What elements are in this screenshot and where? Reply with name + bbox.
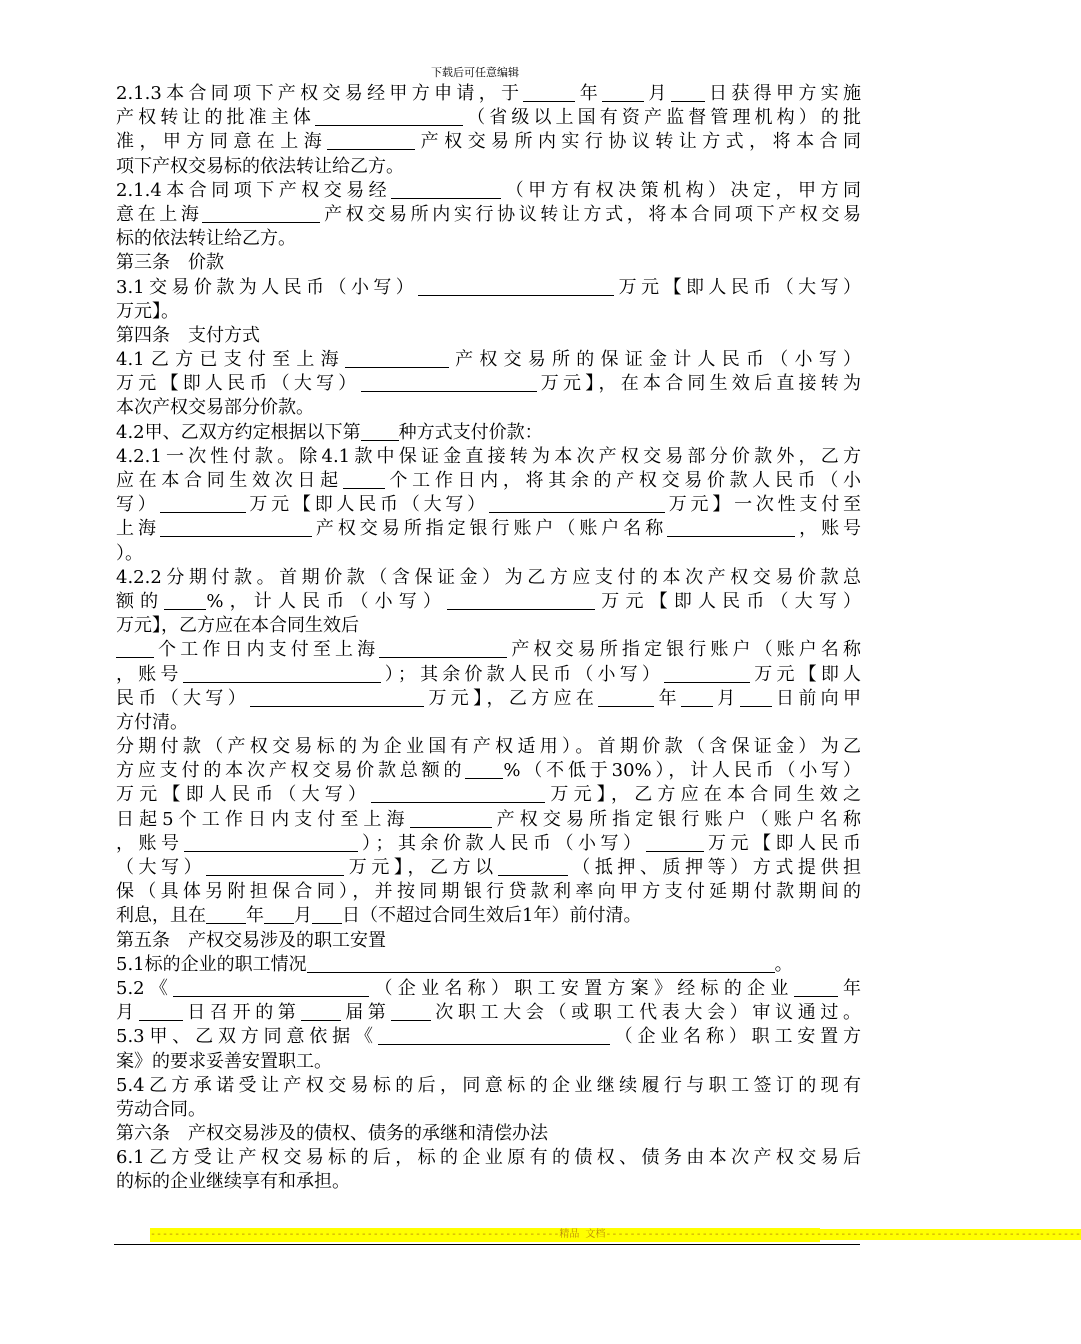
text-line [116,687,861,711]
line-text: 4.2甲、乙双方约定根据以下第 [116,421,361,443]
fill-in-blank[interactable] [206,904,246,924]
fill-in-blank[interactable] [379,638,507,658]
line-text: 日起5个工作日内支付至上海 [116,808,410,830]
fill-in-blank[interactable] [139,1001,183,1021]
fill-in-blank[interactable] [646,832,704,852]
line-text: 万元】，乙方应在 [424,687,599,709]
line-text: ，账号 [116,663,183,685]
fill-in-blank[interactable] [391,1001,431,1021]
text-line [116,929,861,953]
fill-in-blank[interactable] [327,130,415,150]
text-line [116,106,861,130]
text-line [116,179,861,203]
line-text: 年 [575,83,603,104]
line-text: 万元【即人民币（大写） [116,784,372,806]
line-text: 准，甲方同意在上海 [116,131,328,153]
text-line [116,396,861,420]
fill-in-blank[interactable] [301,1001,341,1021]
line-text: 方付清。 [116,711,188,733]
line-text: 5.1标的企业的职工情况 [116,953,307,975]
fill-in-blank[interactable] [164,590,206,610]
text-line [116,421,861,445]
text-line [116,590,861,614]
text-line [116,493,861,517]
line-text: 产权交易所内实行协议转让方式，将本合同项下产权交易 [320,203,861,225]
line-text: 种方式支付价款： [398,421,543,443]
line-text: ）。 [116,542,143,564]
line-text: （甲方有权决策机构）决定，甲方同 [501,179,861,201]
text-line [116,735,861,759]
line-text: 月 [294,905,312,927]
fill-in-blank[interactable] [202,203,320,223]
fill-in-blank[interactable] [315,106,463,126]
line-text: 万元】。 [116,300,179,322]
text-line [116,324,861,348]
line-text: 次职工大会（或职工代表大会）审议通过。 [430,1002,862,1024]
text-line [116,1050,861,1074]
fill-in-blank[interactable] [664,663,750,683]
line-text: 3.1交易价款为人民币（小写） [116,276,419,298]
text-line [116,1170,861,1194]
fill-in-blank[interactable] [489,493,665,513]
line-text: （大写） [116,857,207,878]
fill-in-blank[interactable] [410,808,492,828]
line-text: 万元】，乙方以 [344,857,498,878]
line-text: 万元【即人民币 [703,832,861,854]
text-line [116,227,861,251]
line-text: （企业名称）职工安置方案》经标的企业 [369,977,794,999]
fill-in-blank[interactable] [602,82,644,102]
fill-in-blank[interactable] [465,759,503,779]
text-line [116,808,861,832]
text-line [116,856,861,880]
line-text: 日前向甲 [771,687,862,709]
text-line [116,663,861,687]
fill-in-blank[interactable] [681,687,713,707]
fill-in-blank[interactable] [498,856,568,876]
line-text: 额的 [116,590,165,612]
line-text: 万元【即人民币（大写） [245,494,489,516]
text-line [116,783,861,807]
line-text: %（不低于30%），计人民币（小写） [503,760,861,782]
text-line [116,1074,861,1098]
line-text: 万元【即人民币（大写） [614,276,862,298]
fill-in-blank[interactable] [671,82,705,102]
line-text: 产权交易所指定银行账户（账户名称 [311,518,668,540]
line-text: （省级以上国有资产监督管理机构）的批 [463,107,861,129]
line-text: 方应支付的本次产权交易价款总额的 [116,760,466,782]
fill-in-blank[interactable] [447,590,595,610]
line-text: 4.1乙方已支付至上海 [116,349,345,371]
line-text: 案》的要求妥善安置职工。 [116,1050,332,1072]
line-text: 民币（大写） [116,687,251,709]
fill-in-blank[interactable] [361,421,399,441]
line-text: 5.4乙方承诺受让产权交易标的后，同意标的企业继续履行与职工签订的现有 [116,1074,861,1096]
text-line [116,711,861,735]
line-text: 月 [644,83,671,104]
line-text: 第六条 产权交易涉及的债权、债务的承继和清偿办法 [116,1123,548,1145]
text-line [116,1001,861,1025]
text-line [116,82,861,106]
line-text: 万元【即人民币（大写） [595,590,862,612]
fill-in-blank[interactable] [667,517,795,537]
footer-rule [114,1244,860,1245]
fill-in-blank[interactable] [740,687,772,707]
line-text: 上海 [116,518,160,540]
line-text: 2.1.3本合同项下产权交易经甲方申请，于 [116,83,524,104]
line-text: 产权交易所指定银行账户（账户名称 [491,808,861,830]
text-line [116,566,861,590]
text-line [116,904,861,928]
line-text: ，账号 [116,832,184,854]
text-line [116,372,861,396]
text-line [116,1098,861,1122]
text-line [116,469,861,493]
line-text: ）；其余价款人民币（小写） [357,832,646,854]
line-text: 的标的企业继续享有和承担。 [116,1171,350,1193]
text-line [116,977,861,1001]
line-text: 第五条 产权交易涉及的职工安置 [116,929,386,951]
line-text: 保（具体另附担保合同），并按同期银行贷款利率向甲方支付延期付款期间的 [116,881,861,903]
text-line [116,1025,861,1049]
text-line [116,614,861,638]
line-text: （企业名称）职工安置方 [609,1026,861,1048]
line-text: 产权交易所指定银行账户（账户名称 [507,639,862,661]
fill-in-blank[interactable] [418,276,614,296]
line-text: 产权交易所的保证金计人民币（小写） [448,349,861,371]
fill-in-blank[interactable] [598,687,654,707]
line-text: 5.3甲、乙双方同意依据《 [116,1026,378,1048]
fill-in-blank[interactable] [345,348,449,368]
line-text: 年 [246,905,264,927]
line-text: 日（不超过合同生效后1年）前付清。 [342,905,642,927]
contract-body [116,82,861,1195]
text-line [116,276,861,300]
line-text: 第三条 价款 [116,252,224,274]
line-text: （抵押、质押等）方式提供担 [567,857,862,878]
fill-in-blank[interactable] [184,832,358,852]
fill-in-blank[interactable] [794,977,838,997]
line-text: 6.1乙方受让产权交易标的后，标的企业原有的债权、债务由本次产权交易后 [116,1147,861,1169]
line-text: 第四条 支付方式 [116,324,260,346]
line-text: 年 [837,977,862,999]
line-text: 4.2.2分期付款。首期价款（含保证金）为乙方应支付的本次产权交易价款总 [116,566,861,588]
line-text: 分期付款（产权交易标的为企业国有产权适用）。首期价款（含保证金）为乙 [116,736,861,758]
text-line [116,1146,861,1170]
fill-in-blank[interactable] [378,1025,610,1045]
line-text: 月 [712,687,740,709]
line-text: ）；其余价款人民币（小写） [380,663,665,685]
text-line [116,759,861,783]
fill-in-blank[interactable] [307,953,775,973]
fill-in-blank[interactable] [361,372,537,392]
line-text: 月 [116,1002,139,1024]
line-text: 万元【即人 [750,663,862,685]
line-text: 标的依法转让给乙方。 [116,228,296,250]
line-text: 个工作日内支付至上海 [154,639,380,661]
line-text: %，计人民币（小写） [206,590,448,612]
fill-in-blank[interactable] [183,663,381,683]
line-text: 万元】，在本合同生效后直接转为 [536,373,862,395]
text-line [116,445,861,469]
fill-in-blank[interactable] [160,517,312,537]
text-line [116,517,861,541]
line-text: 写） [116,494,160,516]
line-text: 万元】，乙方应在本合同生效之 [545,784,862,806]
fill-in-blank[interactable] [343,469,385,489]
text-line [116,155,861,179]
text-line [116,348,861,372]
line-text: 万元【即人民币（大写） [116,373,361,395]
line-text: ，账号 [795,518,862,540]
line-text: 本次产权交易部分价款。 [116,397,314,419]
line-text: 日召开的第 [182,1002,301,1024]
fill-in-blank[interactable] [312,904,342,924]
line-text: 产权转让的批准主体 [116,107,315,129]
fill-in-blank[interactable] [116,638,154,658]
footer-text: --------------------------------------------------------------------精品 文档------------------------------------------------------------------------------- [150,1229,1081,1240]
line-text: 个工作日内，将其余的产权交易价款人民币（小 [384,470,862,491]
line-text: 意在上海 [116,203,203,225]
line-text: 应在本合同生效次日起 [116,470,343,491]
line-text: 万元】一次性支付至 [664,494,862,516]
fill-in-blank[interactable] [371,783,545,803]
line-text: 万元】，乙方应在本合同生效后 [116,615,359,637]
fill-in-blank[interactable] [160,493,246,513]
line-text: 利息，且在 [116,905,206,927]
text-line [116,203,861,227]
line-text: 届第 [340,1002,391,1024]
fill-in-blank[interactable] [250,687,424,707]
line-text: 劳动合同。 [116,1098,206,1120]
line-text: 产权交易所内实行协议转让方式，将本合同 [415,131,862,153]
fill-in-blank[interactable] [391,179,501,199]
page-header: 下载后可任意编辑 [431,66,519,79]
line-text: 日获得甲方实施 [704,83,861,104]
text-line [116,251,861,275]
footer-banner [150,1228,1081,1242]
line-text: 2.1.4本合同项下产权交易经 [116,179,392,201]
line-text: 年 [654,687,681,709]
fill-in-blank[interactable] [206,856,344,876]
text-line [116,880,861,904]
text-line [116,953,861,977]
fill-in-blank[interactable] [523,82,575,102]
fill-in-blank[interactable] [264,904,294,924]
text-line [116,300,861,324]
line-text: 项下产权交易标的依法转让给乙方。 [116,155,404,177]
line-text: 4.2.1一次性付款。除4.1款中保证金直接转为本次产权交易部分价款外，乙方 [116,445,861,467]
text-line [116,638,861,662]
line-text: 。 [774,953,793,975]
text-line [116,542,861,566]
text-line [116,832,861,856]
text-line [116,1122,861,1146]
fill-in-blank[interactable] [173,977,369,997]
text-line [116,130,861,154]
line-text: 5.2《 [116,977,174,999]
